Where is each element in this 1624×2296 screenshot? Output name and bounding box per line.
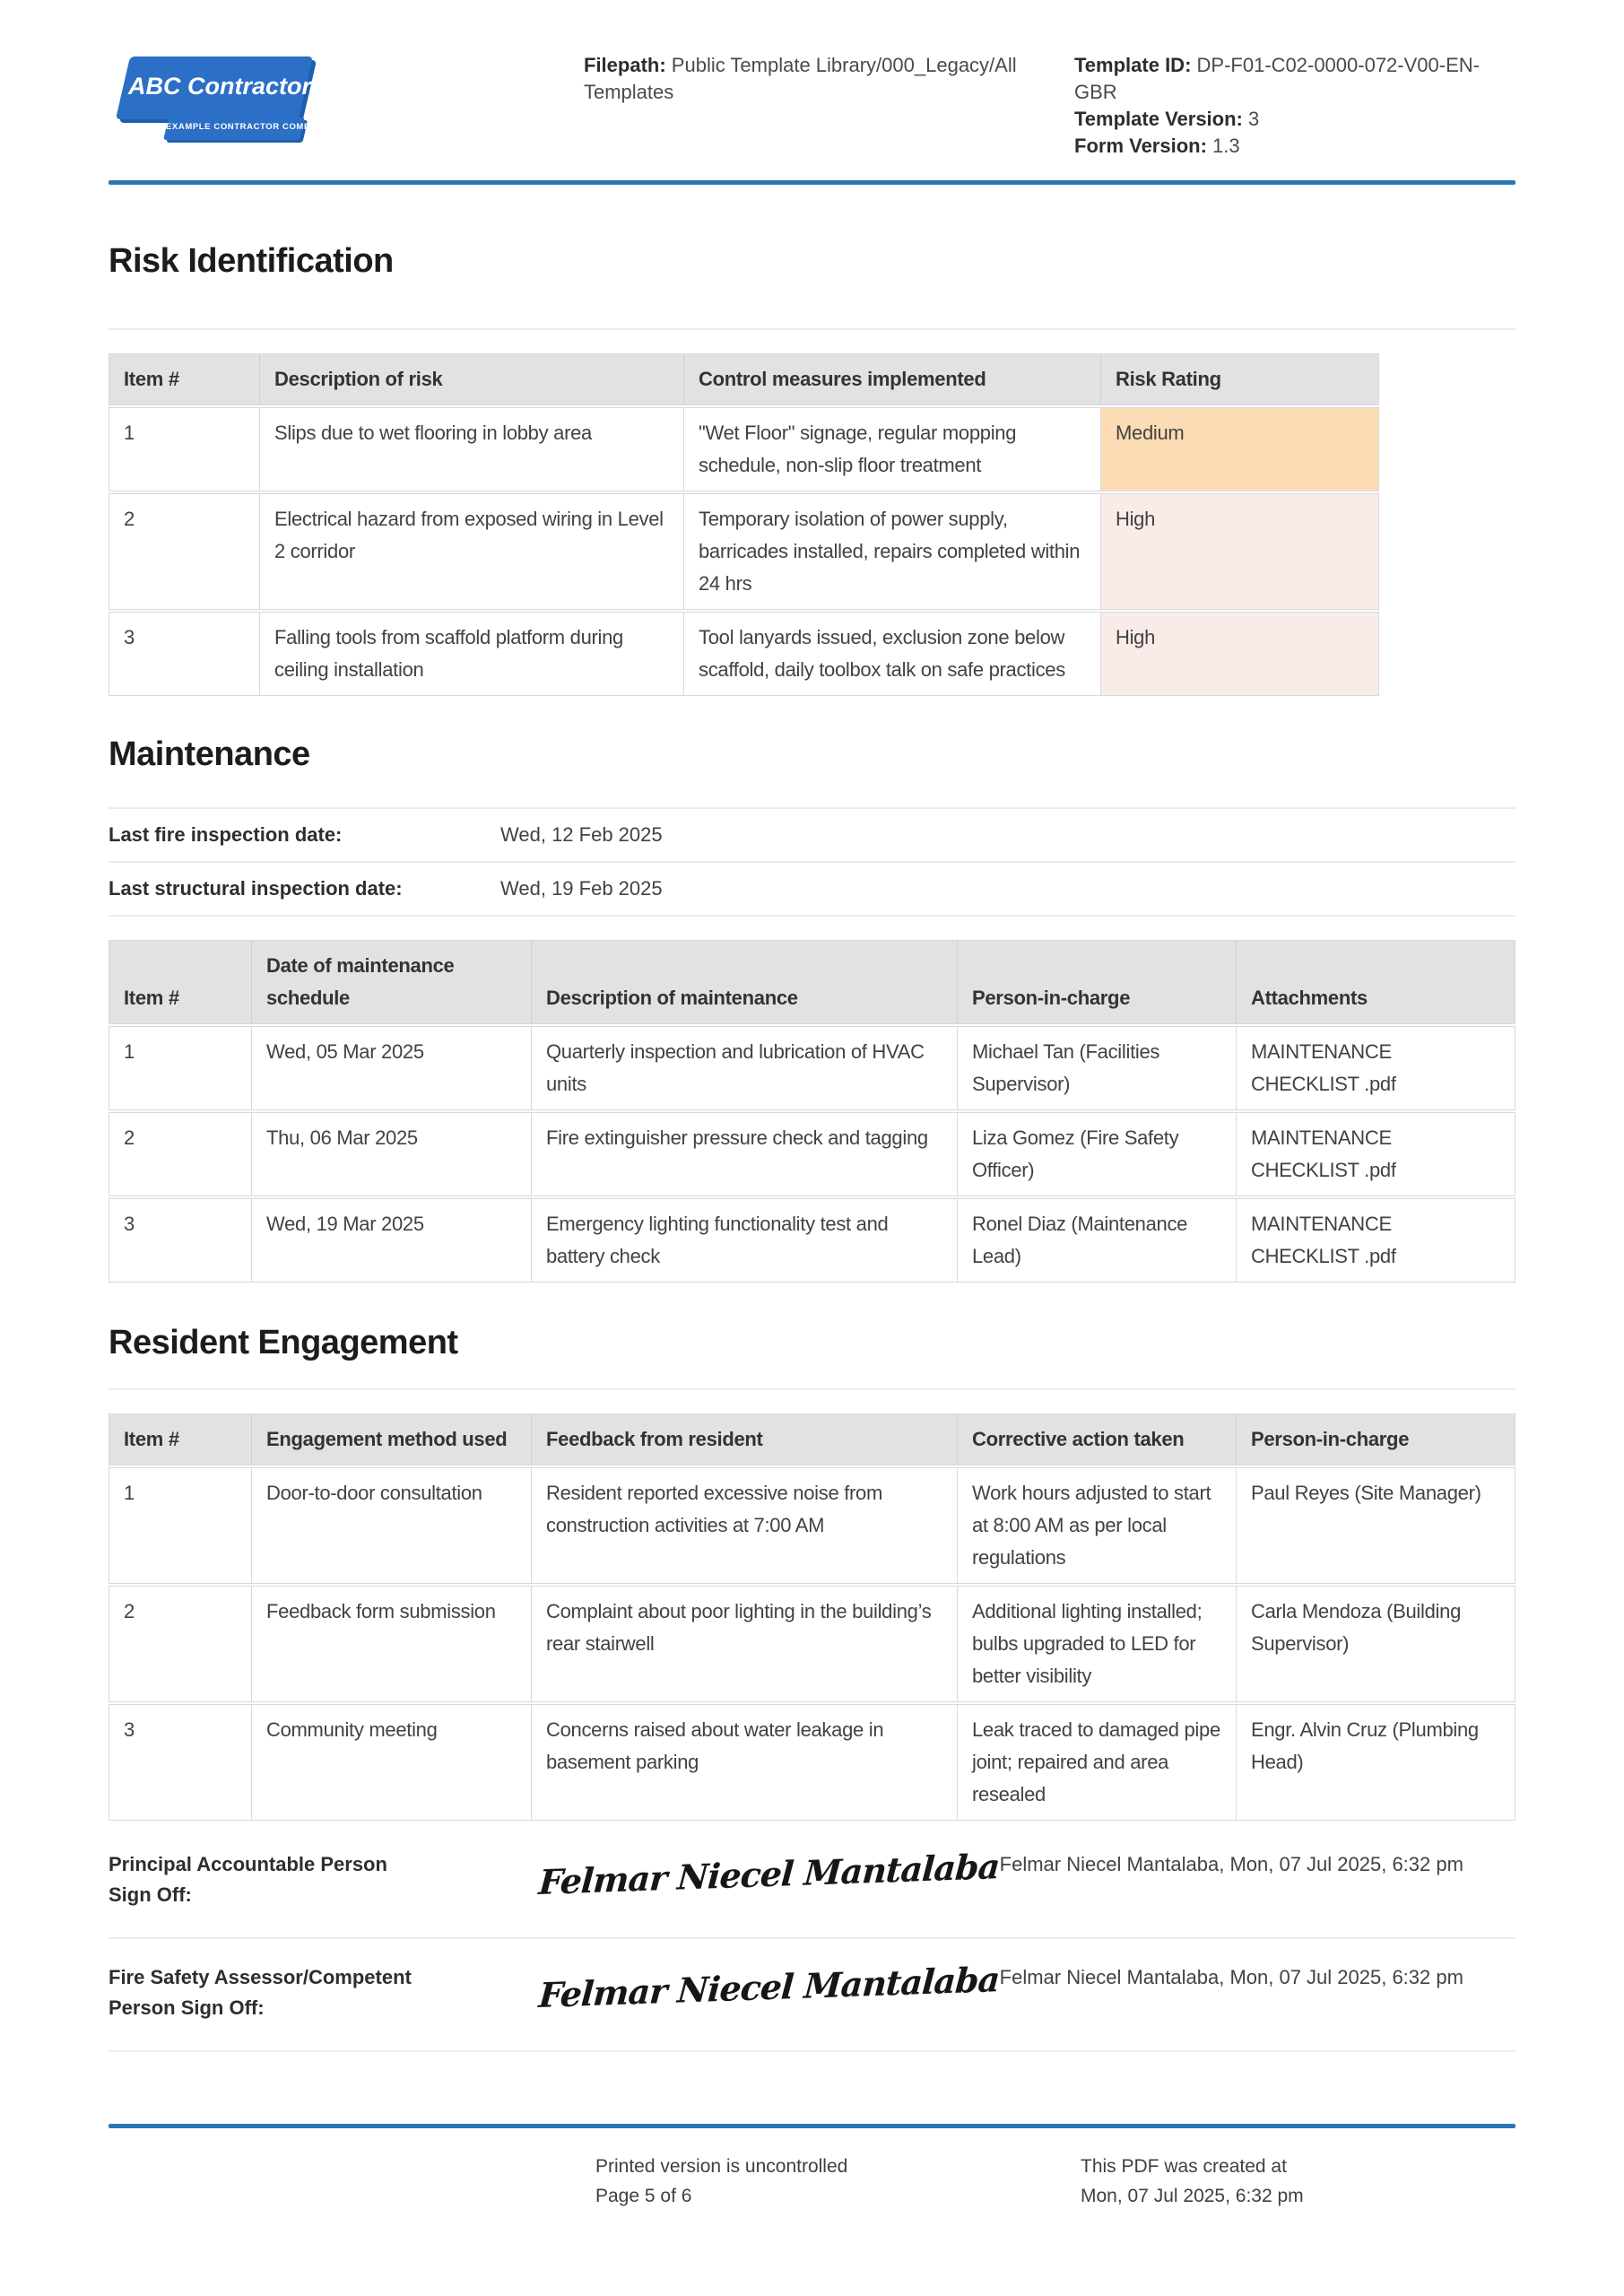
person-in-charge-cell: Engr. Alvin Cruz (Plumbing Head) [1236,1705,1515,1820]
person-in-charge-cell: Michael Tan (Facilities Supervisor) [957,1027,1236,1109]
table-row [109,612,1379,696]
table-row [109,407,1379,491]
item-number-cell: 1 [124,1482,135,1504]
footer-rule [109,2124,1515,2128]
column-header: Control measures implemented [683,354,1100,404]
item-number-cell: 1 [124,1040,135,1063]
item-number-cell: 1 [124,422,135,444]
document-page [109,0,1515,2211]
table-row [109,1026,1515,1110]
attachment-cell: MAINTENANCE CHECKLIST .pdf [1236,1113,1515,1196]
item-number-cell: 3 [124,1718,135,1741]
footer-created-note: This PDF was created at [1081,2156,1287,2177]
engagement-method-cell: Door-to-door consultation [251,1468,531,1583]
maintenance-section-title: Maintenance [109,735,310,773]
logo-subtitle: EXAMPLE CONTRACTOR COMPANY [166,122,330,132]
template-id-label: Template ID: [1074,54,1192,76]
maintenance-info-rows [109,807,1515,917]
info-label: Last fire inspection date: [109,823,343,846]
resident-table [109,1413,1515,1821]
signoff-detail: Felmar Niecel Mantalaba, Mon, 07 Jul 2025, 6:32 pm [999,1966,1463,1988]
column-header: Feedback from resident [531,1414,957,1465]
column-header: Person-in-charge [1236,1414,1515,1465]
person-in-charge-cell: Carla Mendoza (Building Supervisor) [1236,1587,1515,1701]
engagement-method-cell: Community meeting [251,1705,531,1820]
control-measures-cell: Temporary isolation of power supply, barricades installed, repairs completed within 24 hrs [683,494,1100,609]
template-id-row [1074,52,1515,106]
maintenance-date-cell: Wed, 19 Mar 2025 [251,1199,531,1282]
maintenance-description-cell: Quarterly inspection and lubrication of HVAC units [531,1027,957,1109]
maintenance-description-cell: Fire extinguisher pressure check and tagging [531,1113,957,1196]
signoff-block-fire-safety [109,1939,1515,2052]
person-in-charge-cell: Paul Reyes (Site Manager) [1236,1468,1515,1583]
resident-section-title: Resident Engagement [109,1324,458,1361]
signature-handwriting: Felmar Niecel Mantalaba [537,1846,1001,1903]
section-divider [109,1388,1515,1390]
corrective-action-cell: Additional lighting installed; bulbs upgraded to LED for better visibility [957,1587,1236,1701]
filepath-value: Public Template Library/000_Legacy/All Templates [584,54,1017,103]
info-value: Wed, 19 Feb 2025 [500,877,663,900]
form-version-row [1074,133,1515,160]
risk-table [109,353,1379,696]
column-header: Date of maintenance schedule [251,941,531,1023]
template-version-label: Template Version: [1074,108,1243,130]
column-header: Risk Rating [1100,354,1378,404]
section-divider [109,328,1515,330]
signoff-detail: Felmar Niecel Mantalaba, Mon, 07 Jul 2025, 6:32 pm [999,1853,1463,1875]
filepath-label: Filepath: [584,54,666,76]
column-header: Engagement method used [251,1414,531,1465]
risk-section-title: Risk Identification [109,242,394,280]
risk-description-cell: Falling tools from scaffold platform during ceiling installation [259,613,683,695]
column-header: Attachments [1236,941,1515,1023]
template-version-row [1074,106,1515,133]
engagement-method-cell: Feedback form submission [251,1587,531,1701]
info-row [109,809,1515,863]
company-logo [109,49,330,144]
column-header: Description of risk [259,354,683,404]
attachment-cell: MAINTENANCE CHECKLIST .pdf [1236,1199,1515,1282]
template-meta-block [1074,49,1515,160]
info-label: Last structural inspection date: [109,877,403,900]
column-header: Person-in-charge [957,941,1236,1023]
signoff-label: Fire Safety Assessor/Competent Person Sign Off: [109,1966,412,2019]
footer-uncontrolled-note: Printed version is uncontrolled [595,2156,848,2177]
feedback-cell: Resident reported excessive noise from construction activities at 7:00 AM [531,1468,957,1583]
signoff-block-principal [109,1826,1515,1937]
template-id-value: DP-F01-C02-0000-072-V00-EN-GBR [1074,54,1480,103]
person-in-charge-cell: Liza Gomez (Fire Safety Officer) [957,1113,1236,1196]
maintenance-date-cell: Thu, 06 Mar 2025 [251,1113,531,1196]
risk-table-header-row [109,353,1379,405]
item-number-cell: 3 [124,1213,135,1235]
info-value: Wed, 12 Feb 2025 [500,823,663,846]
item-number-cell: 2 [124,1126,135,1149]
signoff-label: Principal Accountable Person Sign Off: [109,1853,387,1906]
header-rule [109,180,1515,185]
item-number-cell: 3 [124,626,135,648]
feedback-cell: Complaint about poor lighting in the building’s rear stairwell [531,1587,957,1701]
info-row [109,863,1515,917]
signature-zone [431,1959,1001,2016]
table-row [109,493,1379,610]
footer-left-block [595,2152,891,2211]
attachment-cell: MAINTENANCE CHECKLIST .pdf [1236,1027,1515,1109]
risk-description-cell: Slips due to wet flooring in lobby area [259,408,683,491]
page-number: Page 5 of 6 [595,2186,692,2206]
column-header: Item # [124,368,179,390]
form-version-label: Form Version: [1074,135,1207,157]
corrective-action-cell: Leak traced to damaged pipe joint; repaired and area resealed [957,1705,1236,1820]
maintenance-table [109,940,1515,1283]
risk-description-cell: Electrical hazard from exposed wiring in Level 2 corridor [259,494,683,609]
document-header [109,0,1515,160]
column-header: Description of maintenance [531,941,957,1023]
risk-rating-cell: High [1100,613,1378,695]
feedback-cell: Concerns raised about water leakage in basement parking [531,1705,957,1820]
form-version-value: 1.3 [1212,135,1240,157]
item-number-cell: 2 [124,1600,135,1622]
signature-zone [431,1846,1001,1903]
resident-table-header-row [109,1413,1515,1465]
column-header: Item # [124,987,179,1009]
filepath-block [584,49,1074,106]
maintenance-table-header-row [109,940,1515,1024]
control-measures-cell: "Wet Floor" signage, regular mopping schedule, non-slip floor treatment [683,408,1100,491]
table-row [109,1467,1515,1584]
column-header: Item # [124,1428,179,1450]
maintenance-date-cell: Wed, 05 Mar 2025 [251,1027,531,1109]
table-row [109,1198,1515,1283]
table-row [109,1112,1515,1196]
risk-rating-cell: Medium [1100,408,1378,491]
table-row [109,1586,1515,1702]
footer-created-timestamp: Mon, 07 Jul 2025, 6:32 pm [1081,2186,1304,2206]
document-footer [109,2152,1515,2211]
column-header: Corrective action taken [957,1414,1236,1465]
template-version-value: 3 [1248,108,1260,130]
logo-title: ABC Contractors [128,73,326,100]
maintenance-description-cell: Emergency lighting functionality test and battery check [531,1199,957,1282]
corrective-action-cell: Work hours adjusted to start at 8:00 AM as per local regulations [957,1468,1236,1583]
signature-handwriting: Felmar Niecel Mantalaba [537,1959,1001,2016]
control-measures-cell: Tool lanyards issued, exclusion zone below scaffold, daily toolbox talk on safe practices [683,613,1100,695]
table-row [109,1704,1515,1821]
item-number-cell: 2 [124,508,135,530]
footer-right-block [1081,2152,1304,2211]
risk-rating-cell: High [1100,494,1378,609]
person-in-charge-cell: Ronel Diaz (Maintenance Lead) [957,1199,1236,1282]
